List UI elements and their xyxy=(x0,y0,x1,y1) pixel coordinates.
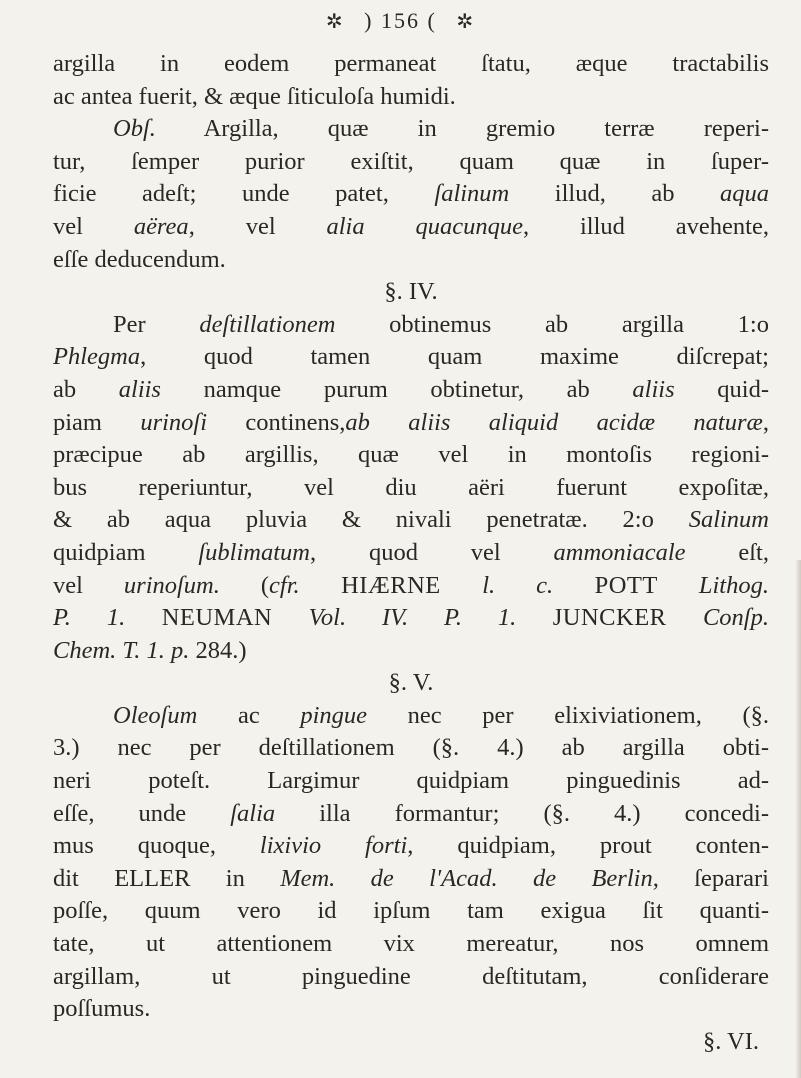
text-line: Per deſtillationem obtinemus ab argilla 1:o xyxy=(113,310,769,338)
text-line: tate, ut attentionem vix mereatur, nos omnem xyxy=(53,930,769,958)
text-line: vel urinoſum. (cfr. HIÆRNE l. c. POTT Lithog. xyxy=(53,571,769,599)
text-line: tur, ſemper purior exiſtit, quam quæ in ſuper- xyxy=(53,147,769,175)
text-line: ac antea fuerit, & æque ſiticuloſa humidi. xyxy=(53,82,456,110)
page-edge-shadow xyxy=(795,560,801,1078)
text-line: 3.) nec per deſtillationem (§. 4.) ab argilla obti- xyxy=(53,734,769,762)
text-line: poſſe, quum vero id ipſum tam exigua ſit quanti- xyxy=(53,897,769,925)
text-line: piam urinoſi continens,ab aliis aliquid acidæ naturæ, xyxy=(53,408,769,436)
text-line: P. 1. NEUMAN Vol. IV. P. 1. JUNCKER Conſp. xyxy=(53,604,769,632)
text-line: argillam, ut pinguedine deſtitutam, conſiderare xyxy=(53,962,769,990)
ornament-right-icon: ✲ xyxy=(456,11,476,33)
text-line: & ab aqua pluvia & nivali penetratæ. 2:o Salinum xyxy=(53,506,769,534)
body-text xyxy=(53,48,769,1058)
text-line: quidpiam ſublimatum, quod vel ammoniacale eſt, xyxy=(53,538,769,566)
text-line: Obſ. Argilla, quæ in gremio terræ reperi- xyxy=(113,115,769,143)
text-line: neri poteſt. Largimur quidpiam pinguedinis ad- xyxy=(53,767,769,795)
text-line: argilla in eodem permaneat ſtatu, æque tractabilis xyxy=(53,50,769,77)
text-line: poſſumus. xyxy=(53,995,151,1023)
text-line: præcipue ab argillis, quæ vel in montoſis regioni- xyxy=(53,441,769,469)
text-line: mus quoque, lixivio forti, quidpiam, prout conten- xyxy=(53,832,769,860)
text-line: bus reperiuntur, vel diu aëri fuerunt expoſitæ, xyxy=(53,473,769,501)
ornament-left-icon: ✲ xyxy=(325,11,345,33)
text-line: Phlegma, quod tamen quam maxime diſcrepat; xyxy=(53,343,769,371)
page-header xyxy=(0,8,801,34)
text-line: eſſe, unde ſalia illa formantur; (§. 4.) concedi- xyxy=(53,799,769,827)
text-line: eſſe deducendum. xyxy=(53,245,226,273)
text-line: dit ELLER in Mem. de l'Acad. de Berlin, ſeparari xyxy=(53,864,769,892)
section-heading: §. V. xyxy=(388,669,434,697)
text-line: ficie adeſt; unde patet, ſalinum illud, ab aqua xyxy=(53,180,769,208)
catchword-section: §. VI. xyxy=(702,1027,759,1055)
text-line: vel aërea, vel alia quacunque, illud avehente, xyxy=(53,212,769,240)
text-line: ab aliis namque purum obtinetur, ab aliis quid- xyxy=(53,375,769,403)
page-number: ) 156 ( xyxy=(364,8,437,33)
section-heading: §. IV. xyxy=(384,278,438,306)
text-line: Chem. T. 1. p. 284.) xyxy=(53,636,247,664)
text-line: Oleoſum ac pingue nec per elixiviationem, (§. xyxy=(113,701,770,729)
